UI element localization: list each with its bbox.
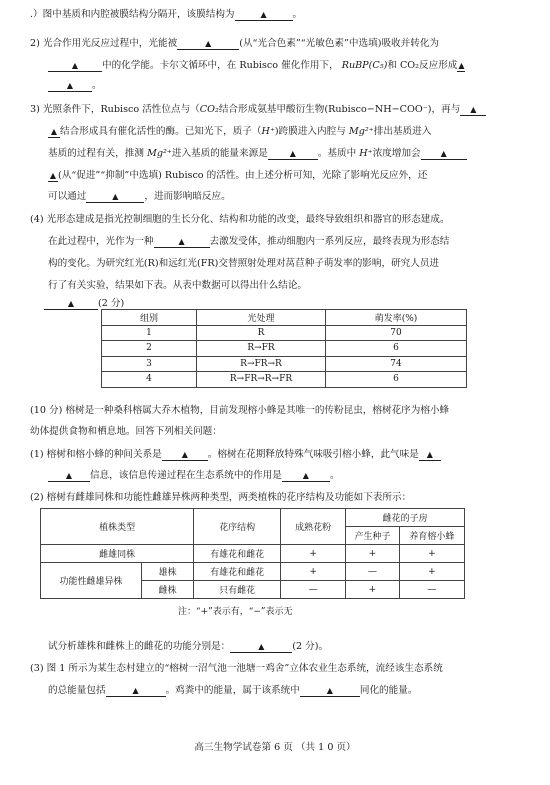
text-line (30, 448, 536, 461)
table-cell: 1 (102, 325, 197, 341)
text: .）图中基质和内腔被膜结构分隔开，该膜结构为 (30, 9, 235, 20)
table-cell: + (346, 545, 400, 563)
text: 在此过程中，光作为一种 (48, 236, 154, 247)
text: 。基质中 (317, 148, 357, 159)
answer-blank[interactable] (48, 470, 90, 482)
answer-blank[interactable] (48, 60, 102, 72)
answer-blank-start[interactable] (421, 148, 467, 160)
text-line (48, 257, 536, 270)
answer-blank[interactable] (44, 298, 98, 310)
answer-blank[interactable] (162, 449, 208, 461)
text-line (48, 640, 536, 653)
table-cell: 70 (326, 325, 467, 341)
table-cell: 6 (326, 372, 467, 388)
formula: Mg²⁺ (348, 126, 374, 137)
text: 进入基质的能量来源是 (171, 148, 268, 159)
text-line (48, 125, 536, 138)
germination-table (101, 309, 467, 388)
answer-blank[interactable] (300, 685, 360, 697)
text: 去激发受体，推动细胞内一系列反应，最终表现为形态结 (209, 236, 450, 247)
table-cell: + (346, 581, 400, 599)
text: 行了有关实验，结果如下表。从表中数据可以得出什么结论。 (48, 280, 308, 291)
text: 中的化学能。卡尔文循环中，在 Rubisco 催化作用下， (102, 60, 339, 71)
text: 3) 光照条件下，Rubisco 活性位点与（ (30, 104, 200, 115)
text: 基质的过程有关，推测 (48, 148, 144, 159)
table-cell: 只有雌花 (194, 581, 281, 599)
text-line (30, 103, 536, 116)
text: 同化的能量。 (359, 685, 418, 696)
table-cell: 有雄花和雌花 (194, 545, 281, 563)
answer-blank[interactable] (235, 9, 293, 21)
table-header: 雌花的子房 (346, 509, 465, 527)
answer-blank[interactable] (48, 80, 92, 92)
text-line (48, 469, 536, 482)
table-cell: 功能性雌雄异株 (41, 563, 142, 599)
text: 。 (329, 470, 340, 481)
text: 可以通过 (48, 191, 87, 202)
table-cell: R→FR→R (197, 356, 326, 372)
text-line: ▲。 (48, 79, 536, 92)
text-line (30, 491, 536, 504)
answer-blank-start[interactable] (460, 104, 486, 116)
table-row (41, 545, 465, 563)
table-cell: 6 (326, 341, 467, 357)
text-line (48, 235, 536, 248)
text: 。 (292, 9, 303, 20)
text-line (48, 279, 536, 292)
answer-blank[interactable] (177, 38, 239, 50)
table-cell: + (399, 563, 464, 581)
text: (2) 榕树有雌雄同株和功能性雌雄异株两种类型，两类植株的花序结构及功能如下表所示： (30, 492, 412, 503)
table-cell: 雌雄同株 (41, 545, 194, 563)
text: 幼体提供食物和栖息地。回答下列相关问题： (30, 426, 222, 437)
text: 排出基质进入 (373, 126, 432, 137)
answer-blank[interactable] (48, 170, 58, 182)
text-line (48, 190, 536, 203)
table-header: 花序结构 (194, 509, 281, 545)
answer-blank[interactable] (48, 126, 60, 138)
table-row (41, 563, 465, 581)
answer-blank-start[interactable] (457, 60, 465, 72)
text-line (48, 147, 536, 160)
table-header: 成熟花粉 (281, 509, 346, 545)
answer-blank[interactable] (86, 191, 144, 203)
table-row (102, 325, 467, 341)
table-cell: 2 (102, 341, 197, 357)
text: 。榕树在花期释放特殊气味吸引榕小蜂，此气味是 (207, 449, 419, 460)
text-line (30, 404, 536, 417)
text-line (30, 8, 536, 21)
table-cell: 3 (102, 356, 197, 372)
table-row (102, 372, 467, 388)
text: (2 分) (98, 298, 125, 309)
text: 试分析雄株和雌株上的雌花的功能分别是： (48, 641, 231, 652)
table-cell: R (197, 325, 326, 341)
table-cell: + (399, 545, 464, 563)
table-cell: — (346, 563, 400, 581)
text-line (30, 37, 536, 50)
table-cell: 4 (102, 372, 197, 388)
text: ，进而影响暗反应。 (144, 191, 231, 202)
text: 和 CO₂反应形成 (387, 60, 458, 71)
text: 信息，该信息传递过程在生态系统中的作用是 (90, 470, 282, 481)
text: 浓度增加会 (372, 148, 421, 159)
page-footer: 高三生物学试卷第 6 页 （共 1 0 页） (194, 742, 356, 753)
text: (3) 图 1 所示为某生态村建立的“榕树一沼气池一池塘一鸡舍”立体农业生态系统，流经该生态系统 (30, 663, 443, 674)
table-cell: 有雄花和雌花 (194, 563, 281, 581)
formula: RuBP(C₅) (341, 60, 388, 71)
table-header: 萌发率(%) (326, 310, 467, 326)
text: 结合形成氨基甲酸衍生物(Rubisco−NH−COO⁻)，再与 (218, 104, 461, 115)
text-line (48, 59, 536, 72)
text-line (48, 684, 536, 697)
text-line (30, 425, 536, 438)
table-cell: R→FR→R→FR (197, 372, 326, 388)
table-cell: + (281, 545, 346, 563)
text: (从“光合色素”“光敏色素”中选填)吸收并转化为 (239, 38, 440, 49)
table-cell: 74 (326, 356, 467, 372)
table-note: 注：“+”表示有，“−”表示无 (178, 607, 293, 617)
table-cell: — (399, 581, 464, 599)
text: 结合形成具有催化活性的酶。已知光下，质子（ (60, 126, 262, 137)
text: 的总能量包括 (48, 685, 106, 696)
table-header: 组别 (102, 310, 197, 326)
table-header: 产生种子 (346, 527, 400, 545)
table-header: 光处理 (197, 310, 326, 326)
text: (10 分) 榕树是一种桑科榕属大乔木植物，目前发现榕小蜂是其唯一的传粉昆虫，榕树花序为榕小蜂 (30, 405, 450, 416)
text-line (48, 169, 536, 182)
formula: Mg²⁺ (147, 148, 172, 159)
table-row (102, 356, 467, 372)
text: (从“促进”“抑制”中选填) Rubisco 的活性。由上述分析可知，光除了影响光反应外，还 (58, 170, 428, 181)
answer-blank[interactable] (268, 148, 318, 160)
answer-blank[interactable] (282, 470, 330, 482)
fig-plant-table (40, 508, 465, 599)
table-cell: + (281, 563, 346, 581)
formula: H⁺ (261, 126, 275, 137)
text: 构的变化。为研究红光(R)和远红光(FR)交替照射处理对莴苣种子萌发率的影响，研究人员进 (48, 258, 440, 269)
text-line (30, 662, 536, 675)
text: 。鸡粪中的能量，属于该系统中 (165, 685, 300, 696)
table-cell: — (281, 581, 346, 599)
formula: H⁺ (359, 148, 373, 159)
table-row (102, 341, 467, 357)
text: 2) 光合作用光反应过程中，光能被 (30, 38, 178, 49)
answer-blank-start[interactable] (419, 449, 441, 461)
table-cell: R→FR (197, 341, 326, 357)
answer-blank[interactable] (230, 641, 292, 653)
answer-blank[interactable] (154, 236, 210, 248)
table-cell: 雌株 (142, 581, 194, 599)
text: (4) 光形态建成是指光控制细胞的生长分化、结构和功能的改变，最终导致组织和器官的形态建成。 (30, 214, 450, 225)
answer-blank[interactable] (106, 685, 166, 697)
table-header: 植株类型 (41, 509, 194, 545)
text-line (30, 213, 536, 226)
table-header: 养育榕小蜂 (399, 527, 464, 545)
formula: CO₂ (199, 104, 219, 115)
text: (2 分)。 (292, 641, 329, 652)
text: )跨膜进入内腔与 (274, 126, 346, 137)
text: (1) 榕树和榕小蜂的种间关系是 (30, 449, 162, 460)
table-cell: 雄株 (142, 563, 194, 581)
